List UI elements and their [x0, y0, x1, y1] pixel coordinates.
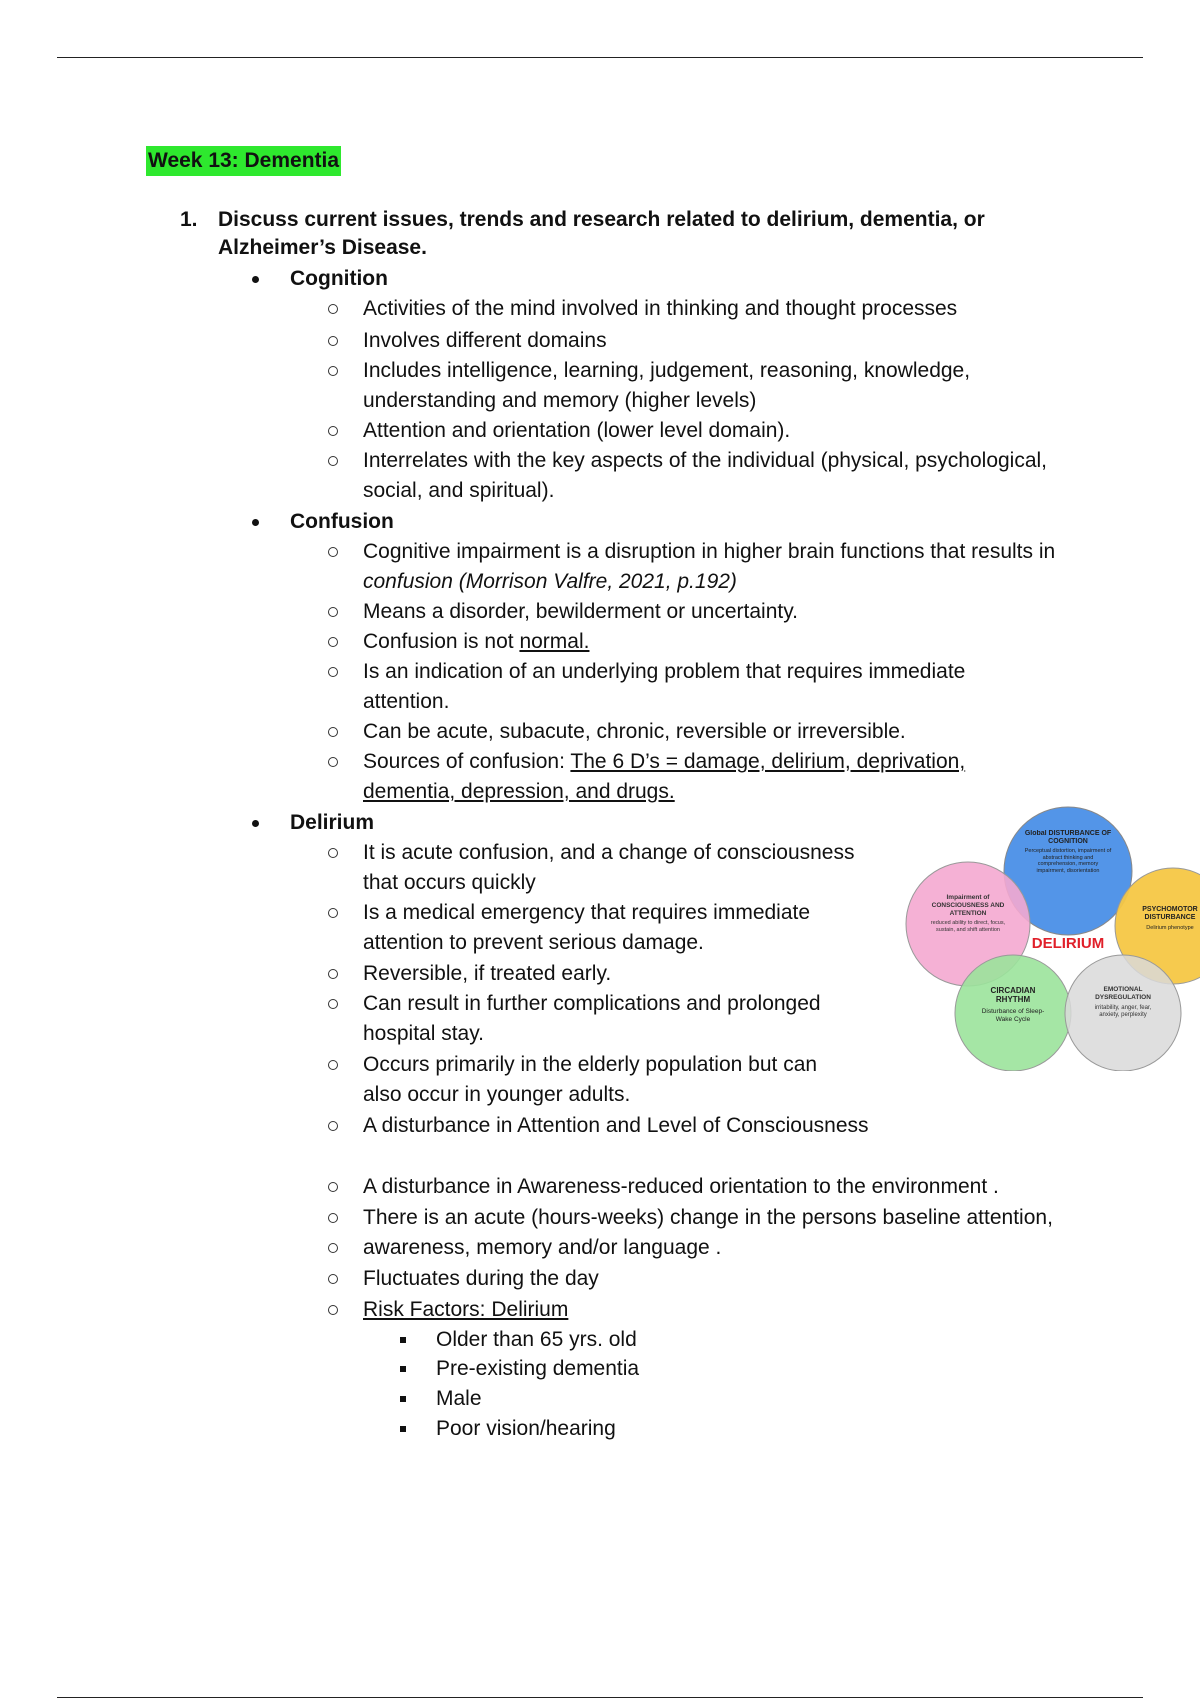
- list-item: [328, 627, 1098, 657]
- list-item: [328, 597, 1098, 627]
- footer-rule: [57, 1697, 1143, 1698]
- list-item: [328, 1295, 1108, 1325]
- list-item-text: There is an acute (hours-weeks) change in the persons baseline attention,: [363, 1206, 1053, 1229]
- circadian-rhythm-desc: Disturbance of Sleep-Wake Cycle: [981, 1008, 1045, 1023]
- circle-bullet-icon: [328, 1060, 338, 1070]
- list-item: [328, 1050, 858, 1110]
- citation-text: confusion (Morrison Valfre, 2021, p.192): [363, 570, 737, 593]
- list-item: [328, 356, 1028, 416]
- risk-factor-item: [400, 1354, 1000, 1384]
- psychomotor-title: PSYCHOMOTOR DISTURBANCE: [1142, 906, 1198, 921]
- list-item: [328, 1203, 1118, 1233]
- square-bullet-icon: [400, 1366, 406, 1372]
- circle-bullet-icon: [328, 727, 338, 737]
- header-rule: [57, 57, 1143, 58]
- circle-bullet-icon: [328, 1274, 338, 1284]
- underlined-text: The 6 D’s = damage, delirium, deprivation,: [570, 750, 966, 773]
- circle-bullet-icon: [328, 667, 338, 677]
- risk-factor-text: Pre-existing dementia: [436, 1357, 640, 1380]
- list-item-text: Can result in further complications and prolonged hospital stay.: [363, 992, 821, 1045]
- circadian-rhythm-label: [975, 986, 1051, 1046]
- square-bullet-icon: [400, 1337, 406, 1343]
- list-item-text: [363, 537, 1098, 597]
- list-item: [328, 1172, 1108, 1202]
- circle-bullet-icon: [328, 1182, 338, 1192]
- question-text: Discuss current issues, trends and research related to delirium, dementia, or Alzheimer’s Disease.: [218, 208, 985, 259]
- risk-factor-item: [400, 1384, 1000, 1414]
- list-item-text: Includes intelligence, learning, judgement, reasoning, knowledge, understanding and memory (higher levels): [363, 359, 971, 412]
- list-item-text: Involves different domains: [363, 329, 607, 352]
- list-item-text: It is acute confusion, and a change of consciousness that occurs quickly: [363, 841, 855, 894]
- circle-bullet-icon: [328, 757, 338, 767]
- list-item-text-plain: Confusion is not: [363, 630, 514, 653]
- list-item-text: A disturbance in Awareness-reduced orientation to the environment .: [363, 1175, 999, 1198]
- circle-bullet-icon: [328, 848, 338, 858]
- circle-bullet-icon: [328, 426, 338, 436]
- bullet-cognition: [252, 264, 388, 294]
- list-item: [328, 959, 888, 989]
- list-item-text: Attention and orientation (lower level domain).: [363, 419, 791, 442]
- list-item-text-plain: Sources of confusion:: [363, 750, 565, 773]
- circle-bullet-icon: [328, 1121, 338, 1131]
- consciousness-attention-title: Impairment of CONSCIOUSNESS AND ATTENTION: [931, 894, 1005, 917]
- list-item-text: Activities of the mind involved in thinking and thought processes: [363, 297, 958, 320]
- consciousness-attention-desc: reduced ability to direct, focus, sustain, and shift attention: [930, 920, 1006, 933]
- list-item-text: [363, 747, 1098, 807]
- list-item: [328, 898, 848, 958]
- global-cognition-label: [1023, 830, 1113, 910]
- list-item: [328, 537, 1098, 597]
- risk-factors-heading: Risk Factors: Delirium: [363, 1298, 569, 1321]
- list-item-text: A disturbance in Attention and Level of Consciousness: [363, 1114, 869, 1137]
- list-item: [328, 747, 1098, 807]
- circle-bullet-icon: [328, 547, 338, 557]
- circle-bullet-icon: [328, 336, 338, 346]
- risk-factor-item: [400, 1325, 1000, 1355]
- global-cognition-desc: Perceptual distortion, impairment of abstract thinking and comprehension, memory impairment, disorientation: [1024, 848, 1112, 874]
- list-item-text: [363, 627, 1098, 657]
- cognition-heading: Cognition: [290, 267, 388, 290]
- list-item: [328, 294, 1098, 324]
- list-item-text: Means a disorder, bewilderment or uncertainty.: [363, 600, 798, 623]
- bullet-delirium: [252, 808, 374, 838]
- list-item-text: Reversible, if treated early.: [363, 962, 612, 985]
- circle-bullet-icon: [328, 1243, 338, 1253]
- delirium-center-label: DELIRIUM: [1031, 935, 1105, 952]
- question-1: [180, 206, 1018, 262]
- circle-bullet-icon: [328, 366, 338, 376]
- list-item: [328, 657, 1028, 717]
- emotional-dysregulation-label: [1087, 986, 1159, 1046]
- list-item-text: Is an indication of an underlying problem that requires immediate attention.: [363, 660, 966, 713]
- risk-factor-text: Older than 65 yrs. old: [436, 1328, 637, 1351]
- bullet-icon: [252, 276, 259, 283]
- risk-factor-text: Male: [436, 1387, 482, 1410]
- risk-factor-item: [400, 1414, 1000, 1444]
- circle-bullet-icon: [328, 1305, 338, 1315]
- circle-bullet-icon: [328, 607, 338, 617]
- underlined-text: dementia, depression, and drugs.: [363, 780, 675, 803]
- list-item: [328, 838, 868, 898]
- list-item: [328, 446, 1098, 506]
- circle-bullet-icon: [328, 969, 338, 979]
- risk-factor-text: Poor vision/hearing: [436, 1417, 616, 1440]
- circle-bullet-icon: [328, 637, 338, 647]
- confusion-heading: Confusion: [290, 510, 394, 533]
- list-item-text: awareness, memory and/or language .: [363, 1236, 722, 1259]
- circle-bullet-icon: [328, 456, 338, 466]
- circadian-rhythm-title: CIRCADIAN RHYTHM: [990, 986, 1036, 1004]
- list-item-text-plain: Cognitive impairment is a disruption in higher brain functions that results in: [363, 540, 1056, 563]
- psychomotor-desc: Delirium phenotype: [1146, 925, 1194, 931]
- delirium-venn-diagram: [903, 806, 1200, 1071]
- list-item: [328, 1111, 888, 1141]
- list-item: [328, 989, 858, 1049]
- emotional-dysregulation-desc: irritability, anger, fear, anxiety, perplexity: [1094, 1005, 1152, 1018]
- page-title: Week 13: Dementia: [146, 146, 341, 176]
- consciousness-attention-label: [925, 894, 1011, 964]
- list-item-text: Occurs primarily in the elderly population but can also occur in younger adults.: [363, 1053, 818, 1106]
- list-item-text: Interrelates with the key aspects of the individual (physical, psychological, social, and spiritual).: [363, 449, 1048, 502]
- bullet-icon: [252, 519, 259, 526]
- list-item-text: Is a medical emergency that requires immediate attention to prevent serious damage.: [363, 901, 811, 954]
- global-cognition-title: Global DISTURBANCE OF COGNITION: [1024, 830, 1112, 845]
- list-item: [328, 717, 1098, 747]
- circle-bullet-icon: [328, 999, 338, 1009]
- question-number: 1.: [180, 208, 198, 231]
- list-item-text: Fluctuates during the day: [363, 1267, 599, 1290]
- square-bullet-icon: [400, 1396, 406, 1402]
- underlined-text: normal.: [519, 630, 590, 653]
- bullet-icon: [252, 820, 259, 827]
- delirium-heading: Delirium: [290, 811, 375, 834]
- list-item: [328, 1233, 1108, 1263]
- list-item: [328, 416, 1098, 446]
- emotional-dysregulation-title: EMOTIONAL DYSREGULATION: [1095, 986, 1151, 1001]
- circle-bullet-icon: [328, 908, 338, 918]
- list-item: [328, 326, 1098, 356]
- circle-bullet-icon: [328, 1213, 338, 1223]
- list-item: [328, 1264, 1108, 1294]
- circle-bullet-icon: [328, 304, 338, 314]
- square-bullet-icon: [400, 1426, 406, 1432]
- psychomotor-label: [1135, 906, 1200, 956]
- bullet-confusion: [252, 507, 394, 537]
- list-item-text: Can be acute, subacute, chronic, reversible or irreversible.: [363, 720, 906, 743]
